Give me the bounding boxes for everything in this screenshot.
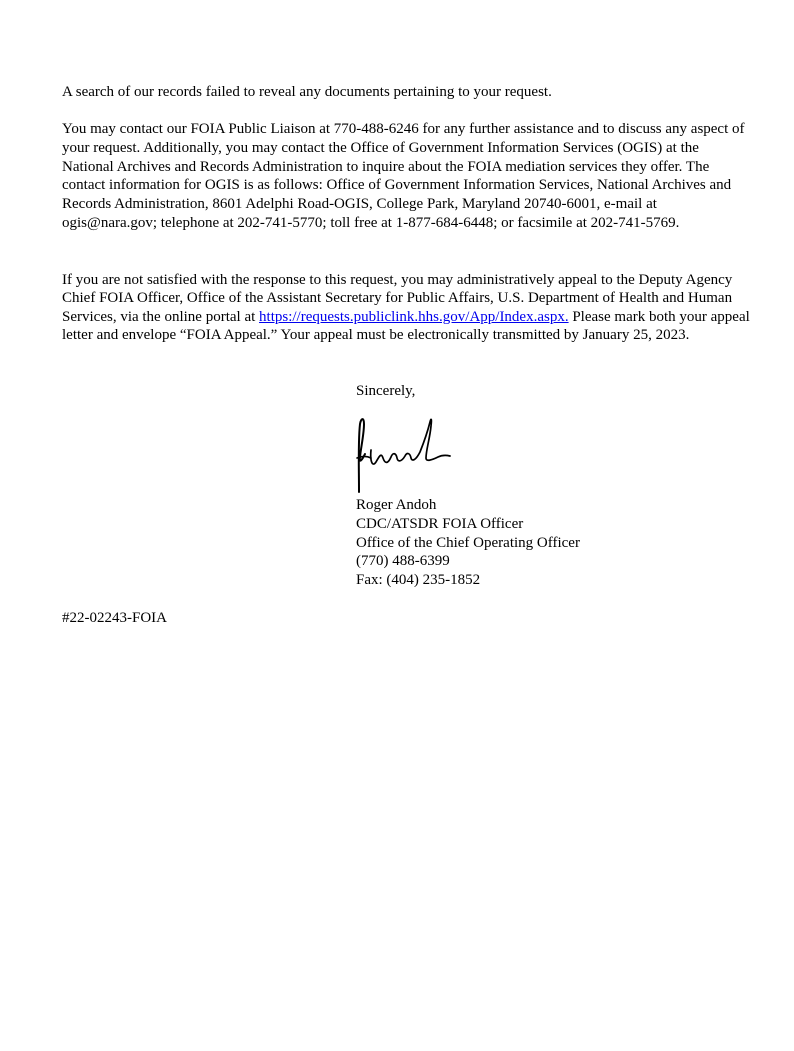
signature-icon xyxy=(350,412,454,496)
signer-name: Roger Andoh xyxy=(356,497,437,513)
appeal-portal-link[interactable]: https://requests.publiclink.hhs.gov/App/Index.aspx. xyxy=(259,308,569,325)
appeal-text-after: Please mark both your appeal letter and envelope “FOIA Appeal.” Your appeal must be electronically transmitted by January 25, 2023. xyxy=(62,308,750,344)
signer-office: Office of the Chief Operating Officer xyxy=(356,534,580,551)
closing-salutation: Sincerely, xyxy=(356,383,416,399)
reference-number: #22-02243-FOIA xyxy=(62,610,167,626)
signer-phone: (770) 488-6399 xyxy=(356,553,450,570)
paragraph-contact-info: You may contact our FOIA Public Liaison at 770-488-6246 for any further assistance and to discuss any aspect of your request. Additionally, you may contact the Office of Government Information Services (OGIS) at the National Archives and Records Administration to inquire about the FOIA mediation services they offer. The contact information for OGIS is as follows: Office of Government Information Services, National Archives and Records Administration, 8601 Adelphi Road-OGIS, College Park, Maryland 20740-6001, e-mail at ogis@nara.gov; telephone at 202-741-5770; toll free at 1-877-684-6448; or facsimile at 202-741-5769. xyxy=(62,121,745,231)
appeal-text-before: If you are not satisfied with the response to this request, you may administratively appeal to the Deputy Agency Chief FOIA Officer, Office of the Assistant Secretary for Public Affairs, U.S. Department of Health and Human Services, via the online portal at xyxy=(62,272,733,325)
paragraph-appeal-info xyxy=(62,271,752,345)
signer-fax: Fax: (404) 235-1852 xyxy=(356,572,481,589)
signature-block xyxy=(356,496,580,590)
signer-title: CDC/ATSDR FOIA Officer xyxy=(356,515,524,532)
paragraph-search-result: A search of our records failed to reveal any documents pertaining to your request. xyxy=(62,84,552,100)
